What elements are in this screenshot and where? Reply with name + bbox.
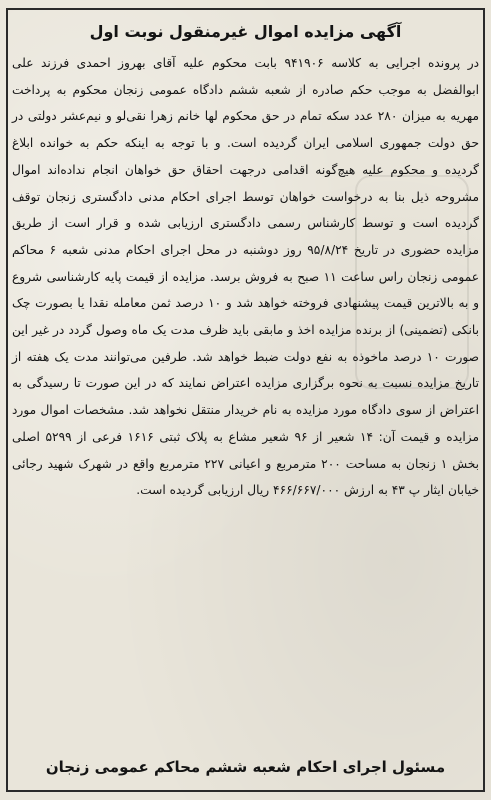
notice-title: آگهی مزایده اموال غیرمنقول نوبت اول bbox=[89, 22, 402, 41]
notice-body: در پرونده اجرایی به کلاسه ۹۴۱۹۰۶ بابت محکوم علیه آقای بهروز احمدی فرزند علی ابوالفضل به موجب حکم صادره از شعبه ششم دادگاه عمومی زنجان محکوم به پرداخت مهریه به میزان ۲۸۰ عدد سکه تمام در حق محکوم لها خانم زهرا نقی‌لو و نیم‌عشر دولتی در حق دولت جمهوری اسلامی ایران گردیده است. و با توجه به اینکه حکم به خوانده ابلاغ گردیده و محکوم علیه هیچ‌گونه اقدامی درجهت احقاق حق خواهان انجام نداده‌اند اموال مشروحه ذیل بنا به درخواست خواهان توسط اجرای احکام مدنی دادگستری زنجان توقف گردیده است و توسط کارشناس رسمی دادگستری ارزیابی شده و قرار است از طریق مزایده حضوری در تاریخ ۹۵/۸/۲۴ روز دوشنبه در محل اجرای احکام مدنی شعبه ۶ محاکم عمومی زنجان راس ساعت ۱۱ صبح به فروش برسد. مزایده از قیمت پایه کارشناسی شروع و به بالاترین قیمت پیشنهادی فروخته خواهد شد و ۱۰ درصد ثمن معامله نقدا یا بصورت چک بانکی (تضمینی) از برنده مزایده اخذ و مابقی باید ظرف مدت یک ماه وصول گردد در غیر این صورت ۱۰ درصد ماخوذه به نفع دولت ضبط خواهد شد. طرفین می‌توانند مدت یک هفته از تاریخ مزایده نسبت به نحوه برگزاری مزایده اعتراض نمایند که در این صورت تا رسیدگی به اعتراض از سوی دادگاه مورد مزایده به نام خریدار منتقل نخواهد شد. مشخصات اموال مورد مزایده و قیمت آن: ۱۴ شعیر از ۹۶ شعیر مشاع به پلاک ثبتی ۱۶۱۶ فرعی از ۵۲۹۹ اصلی بخش ۱ زنجان به مساحت ۲۰۰ مترمربع و اعیانی ۲۲۷ مترمربع واقع در شهرک شهید رجائی خیابان ایثار پ ۴۳ به ارزش ۴۶۶/۶۶۷/۰۰۰ ریال ارزیابی گردیده است. bbox=[12, 56, 480, 498]
notice-signature: مسئول اجرای احکام شعبه ششم محاکم عمومی زنجان bbox=[45, 758, 446, 776]
notice-content bbox=[12, 14, 479, 786]
